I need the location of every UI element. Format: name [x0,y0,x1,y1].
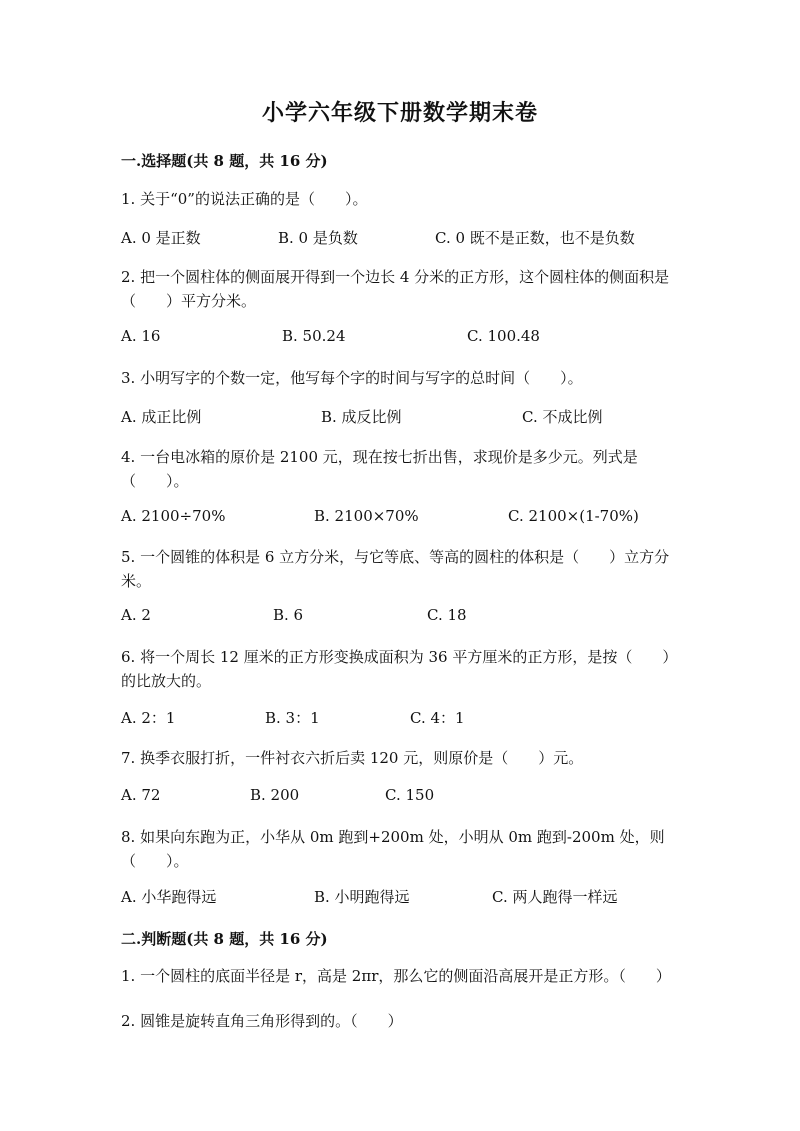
option-c: C. 两人跑得一样远 [492,888,618,906]
option-c: C. 150 [385,786,435,804]
option-b: B. 6 [273,606,304,624]
question-8-text: 8. 如果向东跑为正，小华从 0m 跑到+200m 处，小明从 0m 跑到-200m 处，则（ ）。 [121,828,665,870]
option-a: A. 2 [121,606,151,624]
question-6-options [121,707,721,731]
option-b: B. 成反比例 [321,408,402,426]
question-3-text: 3. 小明写字的个数一定，他写每个字的时间与写字的总时间（ ）。 [121,369,583,387]
question-5-text: 5. 一个圆锥的体积是 6 立方分米，与它等底、等高的圆柱的体积是（ ）立方分米。 [121,548,670,590]
option-b: B. 200 [250,786,300,804]
page-title: 小学六年级下册数学期末卷 [261,100,538,126]
option-a: A. 72 [121,786,161,804]
option-b: B. 小明跑得远 [314,888,410,906]
option-c: C. 100.48 [467,327,540,345]
question-4-options [121,507,721,531]
question-8-options [121,886,721,910]
option-b: B. 2100×70% [314,507,419,525]
section-heading-choice: 一.选择题(共 8 题，共 16 分) [121,152,328,170]
option-c: C. 0 既不是正数，也不是负数 [435,229,635,247]
option-b: B. 50.24 [282,327,346,345]
option-a: A. 小华跑得远 [121,888,217,906]
question-1-options [121,227,721,251]
judgement-1-text: 1. 一个圆柱的底面半径是 r，高是 2πr，那么它的侧面沿高展开是正方形。（ ） [121,967,671,985]
question-3-options [121,406,721,430]
judgement-2-text: 2. 圆锥是旋转直角三角形得到的。（ ） [121,1012,403,1030]
question-2-options [121,327,721,351]
option-c: C. 18 [427,606,467,624]
option-a: A. 成正比例 [121,408,202,426]
option-c: C. 4：1 [410,709,465,727]
question-4-text: 4. 一台电冰箱的原价是 2100 元，现在按七折出售，求现价是多少元。列式是（ ）。 [121,448,638,490]
option-a: A. 0 是正数 [121,229,201,247]
question-5-options [121,606,721,630]
option-a: A. 16 [121,327,161,345]
question-7-options [121,786,721,810]
question-7-text: 7. 换季衣服打折，一件衬衣六折后卖 120 元，则原价是（ ）元。 [121,749,584,767]
option-a: A. 2：1 [121,709,176,727]
option-b: B. 0 是负数 [278,229,358,247]
option-c: C. 2100×(1-70%) [508,507,639,525]
option-b: B. 3：1 [265,709,320,727]
question-6-text: 6. 将一个周长 12 厘米的正方形变换成面积为 36 平方厘米的正方形，是按（ ）的比放大的。 [121,648,678,690]
section-heading-judgement: 二.判断题(共 8 题，共 16 分) [121,930,328,948]
option-c: C. 不成比例 [522,408,603,426]
question-2-text: 2. 把一个圆柱体的侧面展开得到一个边长 4 分米的正方形，这个圆柱体的侧面积是（ ）平方分米。 [121,268,670,310]
option-a: A. 2100÷70% [121,507,226,525]
question-1-text: 1. 关于“0”的说法正确的是（ ）。 [121,190,368,208]
